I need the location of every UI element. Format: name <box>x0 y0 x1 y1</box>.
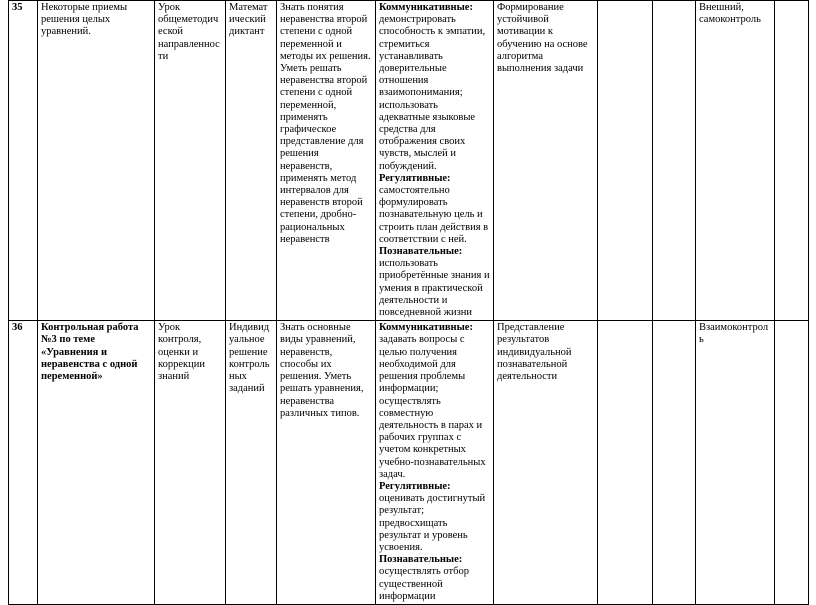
uud-heading-cognitive: Познавательные: <box>379 246 463 258</box>
table-row <box>9 1 809 321</box>
lesson-form: Индивидуальное решение контрольных заданий <box>226 321 277 605</box>
personal-results: Представление результатов индивидуальной познавательной деятельности <box>494 321 598 605</box>
uud-heading-communicative: Коммуникативные: <box>379 2 473 13</box>
empty-cell <box>653 321 696 605</box>
empty-cell <box>775 1 809 321</box>
uud-heading-cognitive: Познавательные: <box>379 554 463 566</box>
subject-results: Знать понятия неравенства второй степени с одной переменной и методы их решения. Уметь решать неравенства второй степени с одной переменной, применять графическое представление для решения неравенств, применять метод интервалов для неравенств второй степени, дробно-рациональных неравенств <box>277 1 376 321</box>
empty-cell <box>598 321 653 605</box>
uud-text-cognitive: использовать приобретённые знания и умения в практической деятельности и повседневной жизни <box>379 258 490 319</box>
uud-heading-communicative: Коммуникативные: <box>379 322 473 334</box>
lesson-topic: Некоторые приемы решения целых уравнений. <box>38 1 155 321</box>
empty-cell <box>775 321 809 605</box>
control-form: Внешний, самоконтроль <box>696 1 775 321</box>
subject-results: Знать основные виды уравнений, неравенств, способы их решения. Уметь решать уравнения, неравенства различных типов. <box>277 321 376 605</box>
table-row <box>9 321 809 605</box>
personal-results: Формирование устойчивой мотивации к обучению на основе алгоритма выполнения задачи <box>494 1 598 321</box>
lesson-number: 36 <box>9 321 38 605</box>
uud-text-regulatory: самостоятельно формулировать познавательную цель и строить план действия в соответствии с ней. <box>379 185 489 245</box>
uud-cell <box>376 1 494 321</box>
uud-text-regulatory: оценивать достигнутый результат; предвосхищать результат и уровень усвоения. <box>379 493 486 553</box>
lesson-type: Урок общеметодической направленности <box>155 1 226 321</box>
empty-cell <box>653 1 696 321</box>
uud-cell <box>376 321 494 605</box>
lesson-form: Математический диктант <box>226 1 277 321</box>
control-form: Взаимоконтроль <box>696 321 775 605</box>
lesson-number: 35 <box>9 1 38 321</box>
uud-heading-regulatory: Регулятивные: <box>379 172 451 184</box>
lesson-topic: Контрольная работа №3 по теме «Уравнения и неравенства с одной переменной» <box>38 321 155 605</box>
empty-cell <box>598 1 653 321</box>
uud-text-communicative: задавать вопросы с целью получения необходимой для решения проблемы информации; осуществлять совместную деятельность в парах и рабочих группах с учетом конкретных учебно-познавательных задач. <box>379 334 486 480</box>
uud-text-communicative: демонстрировать способность к эмпатии, стремиться устанавливать доверительные отношения взаимопонимания; использовать адекватные языковые средства для отображения своих чувств, мыслей и побуждений. <box>379 14 486 172</box>
uud-heading-regulatory: Регулятивные: <box>379 480 451 492</box>
lesson-plan-table <box>8 0 809 605</box>
lesson-type: Урок контроля, оценки и коррекции знаний <box>155 321 226 605</box>
uud-text-cognitive: осуществлять отбор существенной информации <box>379 566 469 602</box>
